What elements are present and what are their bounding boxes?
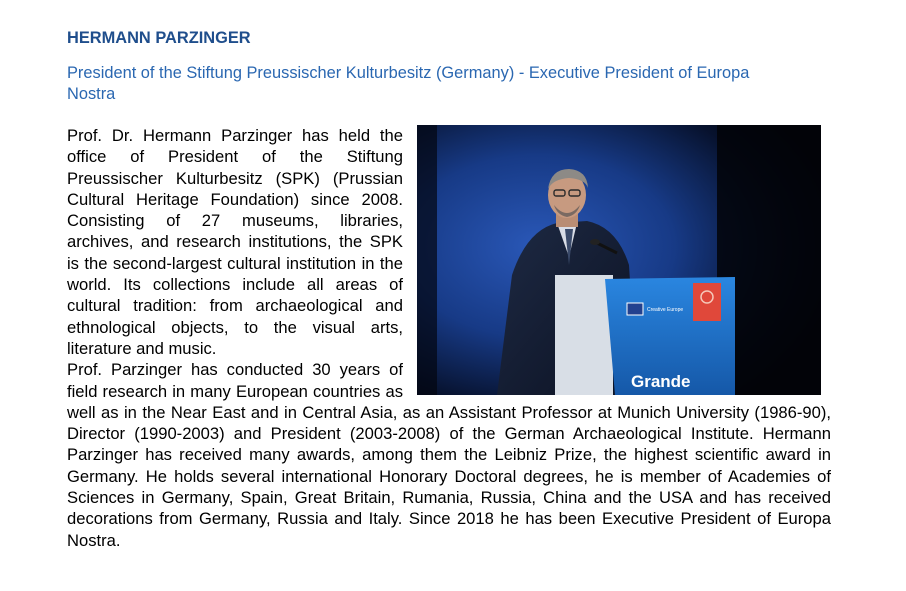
- biography: [67, 125, 831, 551]
- bio-paragraph-1: Prof. Dr. Hermann Parzinger has held the office of President of the Stiftung Preussischer Kulturbesitz (SPK) (Prussian Cultural Heritage Foundation) since 2008. Consisting of 27 museums, libraries, archives, and research institutions, the SPK is the second-largest cultural institution in the world. Its collections include all areas of cultural tradition: from archaeological and ethnological objects, to the visual arts, literature and music.: [67, 126, 403, 358]
- bio-paragraph-2: Prof. Parzinger has conducted 30 years of field research in many European countries as well as in the Near East and in Central Asia, as an Assistant Professor at Munich University (1986-90), Director (1990-2003) and President (2003-2008) of the German Archaeological Institute. Hermann Parzinger has received many awards, among them the Leibniz Prize, the highest scientific award in Germany. He holds several international Honorary Doctoral degrees, he is member of Academies of Sciences in Germany, Spain, Great Britain, Rumania, Russia, China and the USA and has received decorations from Germany, Russia and Italy. Since 2018 he has been Executive President of Europa Nostra.: [67, 360, 831, 550]
- person-role: President of the Stiftung Preussischer Kulturbesitz (Germany) - Executive President of Europa Nostra: [67, 64, 750, 103]
- speaker-at-podium-image: [417, 125, 821, 395]
- person-name: HERMANN PARZINGER: [67, 29, 251, 47]
- profile-page: [67, 28, 831, 550]
- podium-logo-text: Creative Europe: [647, 307, 684, 313]
- podium-text: Grande: [631, 372, 691, 391]
- portrait-photo: [417, 125, 821, 395]
